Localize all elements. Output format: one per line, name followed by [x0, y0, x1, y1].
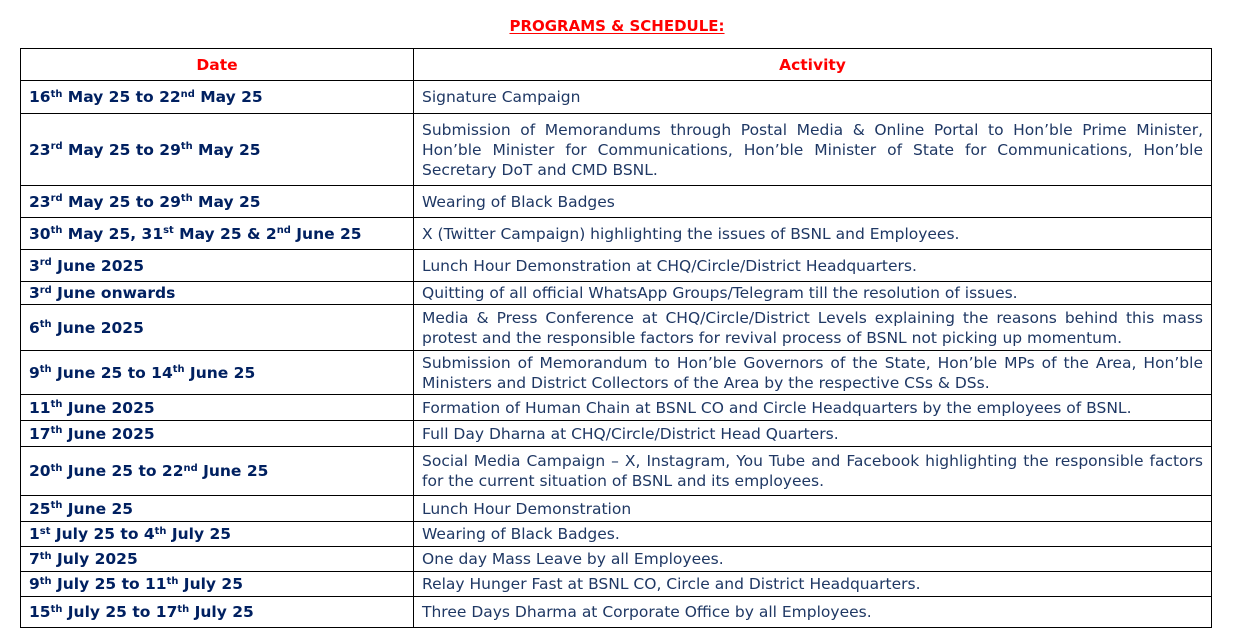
- date-ordinal-suffix: th: [50, 88, 63, 100]
- date-text: May 25 to 29: [62, 140, 181, 159]
- table-row: [21, 250, 1212, 282]
- date-ordinal-suffix: th: [50, 462, 63, 474]
- date-text: May 25: [192, 192, 261, 211]
- activity-column-header: Activity: [414, 49, 1212, 81]
- date-text: July 25 to 11: [51, 575, 167, 593]
- activity-cell: Formation of Human Chain at BSNL CO and Circle Headquarters by the employees of BSNL.: [414, 395, 1212, 421]
- date-text: 16: [29, 88, 51, 106]
- table-row: [21, 597, 1212, 628]
- date-text: May 25 & 2: [173, 224, 277, 243]
- date-text: May 25: [192, 140, 261, 159]
- date-text: June onwards: [51, 284, 176, 302]
- date-text: 17: [29, 424, 51, 443]
- date-cell: [21, 597, 414, 628]
- date-text: June 2025: [62, 398, 155, 417]
- table-row: [21, 351, 1212, 395]
- date-ordinal-suffix: th: [39, 575, 52, 587]
- date-text: 6: [29, 318, 40, 337]
- table-row: [21, 218, 1212, 250]
- date-text: May 25: [194, 88, 263, 106]
- table-row: [21, 522, 1212, 547]
- date-text: July 25 to 17: [62, 603, 178, 621]
- date-cell: [21, 496, 414, 522]
- date-cell: [21, 186, 414, 218]
- date-cell: [21, 522, 414, 547]
- date-text: June 2025: [62, 424, 155, 443]
- activity-cell: Quitting of all official WhatsApp Groups/Telegram till the resolution of issues.: [414, 282, 1212, 305]
- date-text: 7: [29, 550, 40, 568]
- date-text: May 25, 31: [62, 224, 164, 243]
- table-row: [21, 395, 1212, 421]
- date-cell: [21, 282, 414, 305]
- date-ordinal-suffix: th: [39, 364, 52, 376]
- activity-cell: Wearing of Black Badges: [414, 186, 1212, 218]
- date-text: June 25: [184, 363, 256, 382]
- date-cell: [21, 447, 414, 496]
- date-cell: [21, 305, 414, 351]
- date-text: July 25: [166, 525, 232, 543]
- date-text: May 25 to 29: [62, 192, 181, 211]
- page-title: PROGRAMS & SCHEDULE:: [509, 17, 725, 35]
- table-row: [21, 282, 1212, 305]
- date-ordinal-suffix: th: [50, 225, 63, 237]
- date-cell: [21, 421, 414, 447]
- date-ordinal-suffix: rd: [50, 193, 63, 205]
- table-row: [21, 572, 1212, 597]
- schedule-table: [20, 48, 1212, 628]
- date-ordinal-suffix: nd: [180, 88, 195, 100]
- date-ordinal-suffix: nd: [183, 462, 198, 474]
- date-text: July 25: [189, 603, 254, 621]
- date-text: June 2025: [51, 256, 145, 275]
- date-text: 11: [29, 398, 51, 417]
- date-ordinal-suffix: th: [177, 603, 190, 615]
- date-cell: [21, 250, 414, 282]
- date-ordinal-suffix: rd: [39, 257, 52, 269]
- date-text: 23: [29, 140, 51, 159]
- activity-cell: Submission of Memorandums through Postal Media & Online Portal to Hon’ble Prime Minister, Hon’ble Minister for Communications, Hon’ble Minister of State for Communications, Hon’ble Secretary DoT and CMD BSNL.: [414, 114, 1212, 186]
- activity-cell: One day Mass Leave by all Employees.: [414, 547, 1212, 572]
- date-ordinal-suffix: th: [180, 141, 193, 153]
- date-cell: [21, 351, 414, 395]
- table-row: [21, 114, 1212, 186]
- date-ordinal-suffix: rd: [39, 284, 52, 296]
- table-row: [21, 186, 1212, 218]
- date-ordinal-suffix: th: [39, 550, 52, 562]
- activity-cell: Full Day Dharna at CHQ/Circle/District Head Quarters.: [414, 421, 1212, 447]
- activity-cell: Signature Campaign: [414, 81, 1212, 114]
- date-ordinal-suffix: th: [50, 603, 63, 615]
- date-text: May 25 to 22: [62, 88, 181, 106]
- activity-cell: Three Days Dharma at Corporate Office by all Employees.: [414, 597, 1212, 628]
- date-ordinal-suffix: th: [180, 193, 193, 205]
- date-ordinal-suffix: th: [172, 364, 185, 376]
- date-text: 15: [29, 603, 51, 621]
- date-ordinal-suffix: th: [50, 500, 63, 512]
- date-cell: [21, 547, 414, 572]
- table-row: [21, 547, 1212, 572]
- date-text: June 25 to 22: [62, 462, 184, 480]
- date-cell: [21, 395, 414, 421]
- date-text: June 25: [197, 462, 269, 480]
- date-text: 30: [29, 224, 51, 243]
- activity-cell: Wearing of Black Badges.: [414, 522, 1212, 547]
- date-cell: [21, 218, 414, 250]
- date-text: 9: [29, 575, 40, 593]
- date-text: 9: [29, 363, 40, 382]
- table-row: [21, 447, 1212, 496]
- table-row: [21, 81, 1212, 114]
- date-text: June 25 to 14: [51, 363, 173, 382]
- date-text: July 25 to 4: [50, 525, 155, 543]
- header-row: [21, 49, 1212, 81]
- date-column-header: Date: [21, 49, 414, 81]
- date-text: June 25: [62, 499, 134, 518]
- date-text: July 2025: [51, 550, 138, 568]
- date-ordinal-suffix: rd: [50, 141, 63, 153]
- activity-cell: Media & Press Conference at CHQ/Circle/District Levels explaining the reasons behind this mass protest and the responsible factors for revival process of BSNL not picking up momentum.: [414, 305, 1212, 351]
- date-text: June 25: [290, 224, 362, 243]
- activity-cell: Social Media Campaign – X, Instagram, You Tube and Facebook highlighting the responsible factors for the current situation of BSNL and its employees.: [414, 447, 1212, 496]
- date-ordinal-suffix: st: [163, 225, 174, 237]
- date-text: July 25: [178, 575, 243, 593]
- date-ordinal-suffix: st: [39, 525, 51, 537]
- table-row: [21, 305, 1212, 351]
- date-text: 20: [29, 462, 51, 480]
- activity-cell: Lunch Hour Demonstration at CHQ/Circle/District Headquarters.: [414, 250, 1212, 282]
- date-cell: [21, 81, 414, 114]
- date-ordinal-suffix: th: [166, 575, 179, 587]
- table-row: [21, 496, 1212, 522]
- date-text: 23: [29, 192, 51, 211]
- date-ordinal-suffix: th: [50, 399, 63, 411]
- activity-cell: Lunch Hour Demonstration: [414, 496, 1212, 522]
- table-row: [21, 421, 1212, 447]
- activity-cell: Relay Hunger Fast at BSNL CO, Circle and District Headquarters.: [414, 572, 1212, 597]
- activity-cell: Submission of Memorandum to Hon’ble Governors of the State, Hon’ble MPs of the Area, Hon’ble Ministers and District Collectors of the Area by the respective CSs & DSs.: [414, 351, 1212, 395]
- schedule-table-header: [21, 49, 1212, 81]
- date-ordinal-suffix: th: [50, 425, 63, 437]
- date-cell: [21, 572, 414, 597]
- schedule-rows: [21, 81, 1212, 628]
- date-text: 3: [29, 284, 40, 302]
- date-text: 3: [29, 256, 40, 275]
- activity-cell: X (Twitter Campaign) highlighting the issues of BSNL and Employees.: [414, 218, 1212, 250]
- date-text: 1: [29, 525, 40, 543]
- date-cell: [21, 114, 414, 186]
- date-ordinal-suffix: th: [154, 525, 167, 537]
- date-text: June 2025: [51, 318, 144, 337]
- date-ordinal-suffix: nd: [276, 225, 291, 237]
- date-ordinal-suffix: th: [39, 319, 52, 331]
- date-text: 25: [29, 499, 51, 518]
